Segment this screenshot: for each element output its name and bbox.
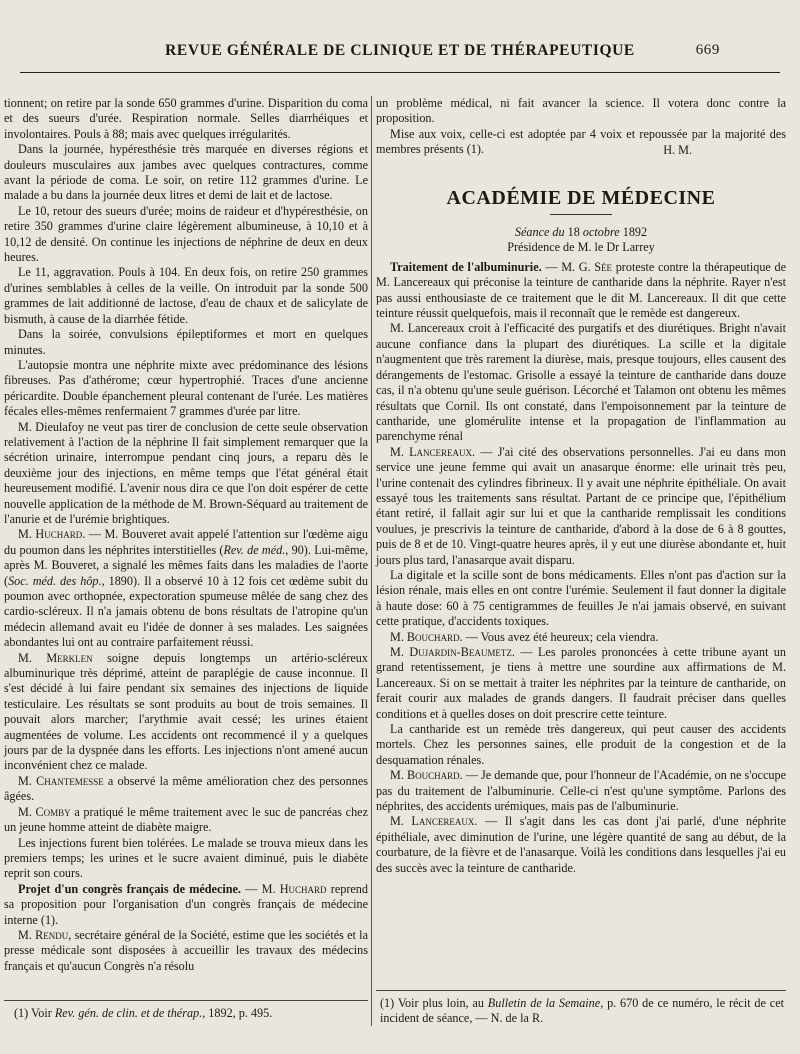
paragraph: Projet d'un congrès français de médecine. — M. Huchard reprend sa proposition pour l'organisation d'un congrès français de médecine interne (1).	[4, 881, 368, 927]
paragraph: Le 10, retour des sueurs d'urée; moins de raideur et d'hypéresthésie, on retire 350 grammes d'urine claire légèrement albumineuse, à 10,10 et à 10,12 de densité. On continue les injections de néphrine de deux en deux heures.	[4, 203, 368, 265]
paragraph: Dans la soirée, convulsions épileptiformes et mort en quelques minutes.	[4, 327, 368, 357]
speaker-name: M. Comby	[18, 804, 71, 819]
speaker-name: M. Chantemesse	[18, 773, 104, 788]
paragraph: un problème médical, ni fait avancer la science. Il votera donc contre la proposition.	[376, 96, 786, 126]
paragraph: tionnent; on retire par la sonde 650 grammes d'urine. Disparition du coma et des sueurs d'urée. Respiration normale. Selles diarrhéiques et involontaires. Pouls à 88; mais avec quelques irrégularités.	[4, 96, 368, 141]
speaker-name: M. Lancereaux.	[390, 444, 476, 459]
section-heading: ACADÉMIE DE MÉDECINE	[446, 186, 716, 209]
section-title: Traitement de l'albuminurie.	[390, 259, 542, 274]
paragraph: M. Chantemesse a observé la même amélioration chez des personnes âgées.	[4, 773, 368, 804]
paragraph: La cantharide est un remède très dangereux, qui peut causer des accidents mortels. Chez les personnes saines, elle produit de la congestion et de la desquamation rénales.	[376, 722, 786, 767]
paragraph: Le 11, aggravation. Pouls à 104. En deux fois, on retire 250 grammes d'urines semblables à celles de la veille. On introduit par la sonde 500 grammes de lait additionné de lactose, d'eau de chaux et de salicylate de bismuth, à cause de la diarrhée fétide.	[4, 265, 368, 326]
paragraph: M. Merklen soigne depuis longtemps un artério-scléreux albuminurique très déprimé, atteint de paraplégie de cause inconnue. Il s'est décidé à lui faire pendant six semaines des injections de liquide testiculaire. Les résultats se sont produits au bout de trois semaines. Il pouvait alors marcher; l'arythmie avait cessé; les urines étaient augmentées de volume. Les accidents ont recommencé il y a quelques jours par de la dyspnée dans les efforts. Les injections n'ont amené aucun inconvénient chez ce malade.	[4, 650, 368, 773]
citation: Soc. méd. des hôp.	[8, 573, 102, 588]
footnote-rule	[376, 990, 786, 991]
column-divider	[371, 96, 372, 1026]
running-header	[20, 42, 780, 68]
section-title: Projet d'un congrès français de médecine.	[18, 881, 241, 896]
paragraph: M. Bouchard. — Je demande que, pour l'honneur de l'Académie, on ne s'occupe pas du traitement de l'albuminurie. Celle-ci n'est qu'une symptôme. Parlons des néphrites, des accidents urémiques, mais pas de l'albuminurie.	[376, 768, 786, 814]
header-title: REVUE GÉNÉRALE DE CLINIQUE ET DE THÉRAPEUTIQUE	[165, 42, 635, 59]
paragraph: Mise aux voix, celle-ci est adoptée par 4 voix et repoussée par la majorité des membres présents (1).	[376, 126, 786, 157]
session-date: Séance du 18 octobre 1892	[514, 225, 648, 240]
speaker-name: M. Bouchard.	[390, 768, 463, 783]
paragraph: Dans la journée, hypéresthésie très marquée en diverses régions et douleurs musculaires aux jambes avec quelques contractures, comme avant la période de coma. Le soir, on retire 112 grammes d'urine. Le malade a bu dans la journée deux litres et demi de lait et de lactose.	[4, 142, 368, 203]
signature-line	[376, 142, 786, 173]
paragraph: Traitement de l'albuminurie. — M. G. Sée proteste contre la thérapeutique de M. Lancereaux qui préconise la teinture de cantharide dans la néphrite. Rayer n'est pas aussi enthousiaste de ce traitement que le dit M. Lancereaux. Il dit que cette teinture réussit quelquefois, mais il reconnaît que le remède est dangereux.	[376, 259, 787, 321]
paragraph: M. Huchard. — M. Bouveret avait appelé l'attention sur l'œdème aigu du poumon dans les néphrites interstitielles (Rev. de méd., 90). Lui-même, après M. Bouveret, a signalé les mêmes faits dans les maladies de l'aorte (Soc. méd. des hôp., 1890). Il a observé 10 à 12 fois cet œdème subit du poumon avec orthopnée, expectoration spumeuse mêlée de sang chez des cardio-scléreux. Il n'a jamais obtenu de bons résultats de l'atropine qu'un médecin allemand avait eu l'idée de donner à ses malades. Les saignées abondantes lui ont au contraire parfaitement réussi.	[4, 527, 369, 650]
speaker-name: M. Lancereaux.	[390, 814, 478, 829]
paragraph: M. Lancereaux. — J'ai cité des observations personnelles. J'ai eu dans mon service une jeune femme qui avait un anasarque énorme: elle urinait très peu, l'urine contenait des cylindres fibrineux. Il y avait une néphrite épithéliale. On avait essayé tous les traitements sans résultat. Partant de ce principe que, l'épithélium étant retiré, il fallait agir sur lui et que la cantharide remplissait les conditions voulues, je prescrivis la teinture de cantharide, d'abord à la dose de 6 à 8 gouttes, puis de 8 et de 10. Vingt-quatre heures après, il y eut une diurèse abondante et, huit jours plus tard, l'anasarque avait disparu.	[376, 444, 786, 567]
paragraph: M. Bouchard. — Vous avez été heureux; cela viendra.	[390, 629, 659, 644]
paragraph: M. Dujardin-Beaumetz. — Les paroles prononcées à cette tribune ayant un grand retentissement, je tiens à mettre une sourdine aux affirmations de M. Lancereaux. Si on se mettait à traiter les néphrites par la teinture de cantharide, on ferait courir aux malades de grands dangers. Il faudrait préciser dans quelles conditions et à quelles doses on doit prescrire cette teinture.	[376, 645, 786, 721]
speaker-name: M. Huchard.	[18, 527, 86, 542]
right-column	[376, 96, 786, 876]
heading-rule	[550, 214, 612, 215]
signature: H. M.	[663, 142, 692, 157]
citation: Bulletin de la Semaine	[487, 996, 601, 1010]
page-number: 669	[695, 42, 720, 58]
presidency: Présidence de M. le Dr Larrey	[507, 240, 655, 255]
paragraph: M. Comby a pratiqué le même traitement avec le suc de pancréas chez un jeune homme atteint de diabète maigre.	[4, 804, 368, 835]
header-rule	[20, 72, 780, 73]
paragraph: M. Lancereaux. — Il s'agit dans les cas dont j'ai parlé, d'une néphrite épithéliale, avec diminution de l'urine, une légère quantité de sang au début, de la courbature, de la fièvre et de l'anasarque. Voilà les conditions dans lesquelles j'ai eu des succès avec la teinture de cantharide.	[376, 814, 786, 875]
footnote-right: (1) Voir plus loin, au Bulletin de la Semaine, p. 670 de ce numéro, le récit de cet incident de séance, — N. de la R.	[380, 996, 784, 1026]
paragraph: M. Rendu, secrétaire général de la Société, estime que les sociétés et la presse médicale sont disposées à accueillir les travaux des médecins français et qu'aucun Congrès n'a résolu	[4, 927, 368, 973]
paragraph: L'autopsie montra une néphrite mixte avec prédominance des lésions fibreuses. Pas d'athérome; cœur hypertrophié. Traces d'une ancienne péricardite. Double épanchement pleural contenant de l'urée. Les matières fécales elles-mêmes renfermaient 7 grammes d'urée par litre.	[4, 357, 368, 419]
speaker-name: M. Rendu	[18, 927, 69, 942]
footnote-left: (1) Voir Rev. gén. de clin. et de thérap., 1892, p. 495.	[14, 1006, 273, 1020]
citation: Rev. de méd.	[223, 542, 286, 557]
speaker-name: M. Dujardin-Beaumetz.	[390, 645, 515, 659]
speaker-name: M. G. Sée	[561, 259, 613, 274]
paragraph: La digitale et la scille sont de bons médicaments. Elles n'ont pas d'action sur la lésion rénale, mais elles en ont contre l'urémie. Seulement il faut donner la digitale à haute dose: 60 à 75 centigrammes de feuilles Je n'ai jamais observé, en suivant cette pratique, d'accidents toxiques.	[376, 567, 786, 629]
speaker-name: M. Huchard	[261, 881, 327, 896]
paragraph: M. Lancereaux croit à l'efficacité des purgatifs et des diurétiques. Bright n'avait aucune confiance dans la plupart des diurétiques. La scille et la digitale n'augmentent que très rarement la diurèse, mais, presque toujours, elles causent des dérangements de l'estomac. Grisolle a essayé la teinture de cantharide dans douze cas, il n'a obtenu qu'une seule guérison. Lécorché et Talamon ont obtenu les mêmes résultats que Cornil. Ils ont constaté, dans l'empoisonnement par la teinture de cantharide, une glomérulite intense et la propagation de l'inflammation au parenchyme rénal	[376, 321, 786, 444]
speaker-name: M. Bouchard.	[390, 629, 463, 644]
paragraph: M. Dieulafoy ne veut pas tirer de conclusion de cette seule observation relativement à l'action de la néphrine Il fait simplement remarquer que la sécrétion urinaire, interrompue pendant cinq jours, a reparu dès le deuxième jour des injections, en même temps que l'état général était heureusement modifié. L'avenir nous dira ce que l'on doit espérer de cette nouvelle application de la méthode de M. Brown-Séquard au traitement de l'anurie et de l'urémie brightiques.	[4, 419, 368, 526]
paragraph: Les injections furent bien tolérées. Le malade se trouva mieux dans les premiers temps; les urines et le sucre avaient diminué, puis le diabète reprit son cours.	[4, 835, 368, 881]
footnote-rule	[4, 1000, 368, 1001]
speaker-name: M. Merklen	[18, 650, 93, 665]
citation: Rev. gén. de clin. et de thérap.	[54, 1006, 203, 1020]
left-column	[4, 96, 368, 974]
